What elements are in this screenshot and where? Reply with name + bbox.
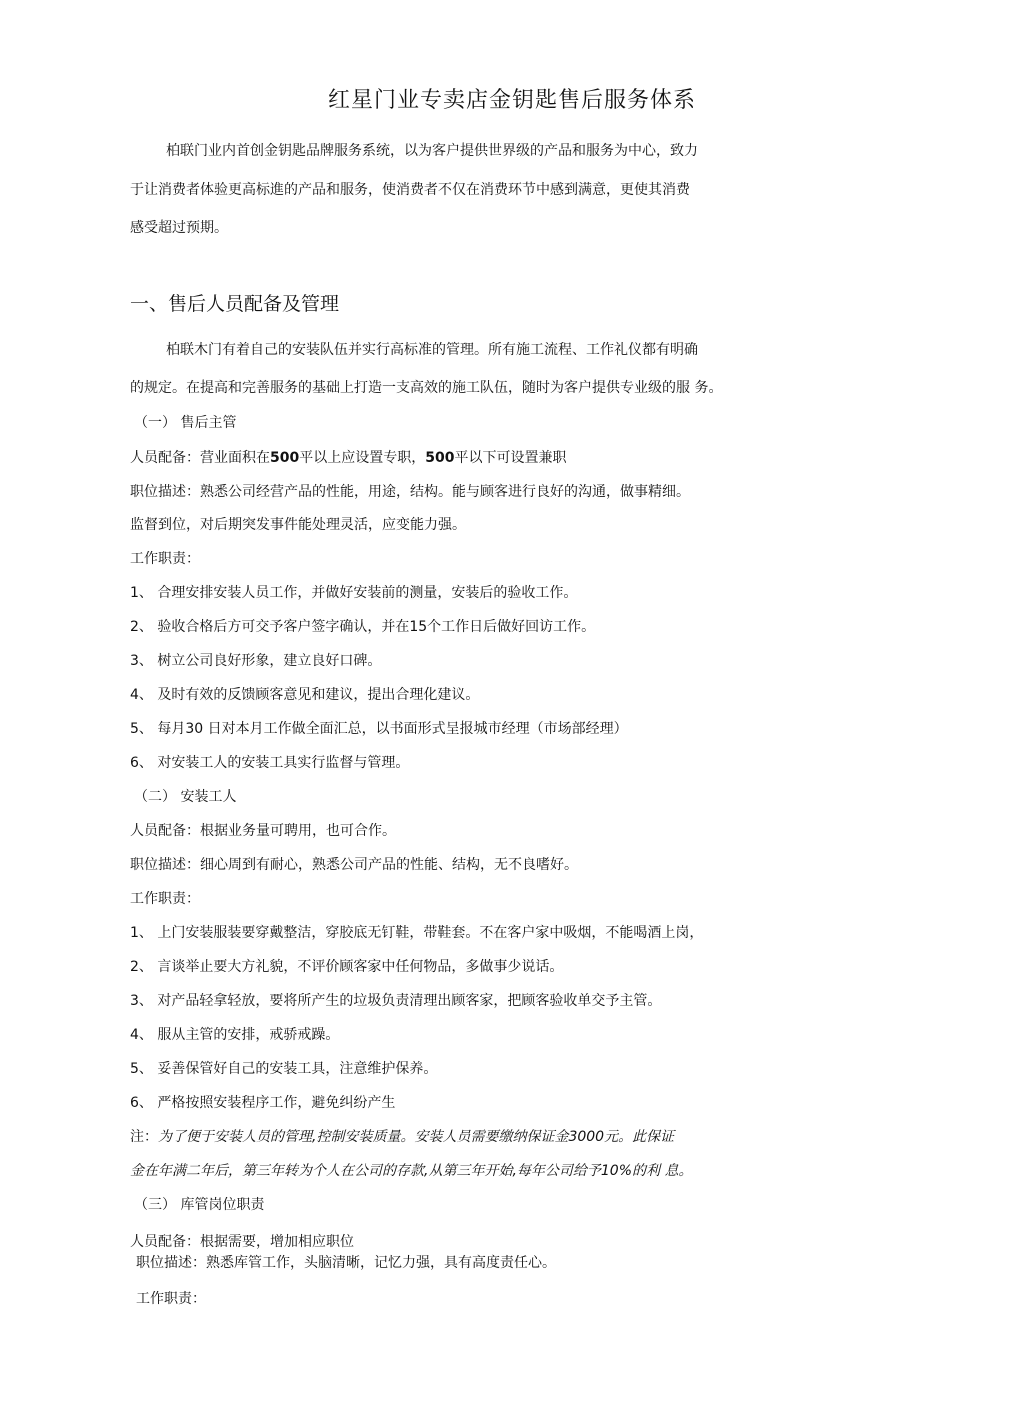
staffing-area-number: 500 xyxy=(270,450,300,466)
installer-duty-3: 3、 对产品轻拿轻放，要将所产生的垃圾负责清理出顾客家，把顾客验收单交予主管。 xyxy=(130,993,662,1009)
subsection-heading-supervisor: （一） 售后主管 xyxy=(134,415,237,431)
installer-note-line-1 xyxy=(130,1128,674,1146)
installer-note-line-2: 金在年满二年后，第三年转为个人在公司的存款,从第三年开始,每年公司给予10%的利 息。 xyxy=(130,1163,693,1179)
staffing-prefix: 人员配备：营业面积在 xyxy=(130,450,270,466)
intro-line-3: 感受超过预期。 xyxy=(130,220,228,236)
staffing-mid: 平以上应设置专职， xyxy=(299,450,426,466)
supervisor-duty-6: 6、 对安装工人的安装工具实行监督与管理。 xyxy=(130,755,410,771)
staffing-suffix: 平以下可设置兼职 xyxy=(454,450,567,466)
installer-duties-label: 工作职责： xyxy=(130,891,200,907)
warehouse-description: 职位描述：熟悉库管工作，头脑清晰，记忆力强，具有高度责任心。 xyxy=(136,1255,556,1271)
intro-line-1: 柏联门业内首创金钥匙品牌服务系统，以为客户提供世界级的产品和服务为中心，致力 xyxy=(166,143,698,159)
section-intro-line-1: 柏联木门有着自己的安装队伍并实行高标准的管理。所有施工流程、工作礼仪都有明确 xyxy=(166,342,698,358)
installer-duty-4: 4、 服从主管的安排，戒骄戒躁。 xyxy=(130,1027,340,1043)
note-text: 为了便于安装人员的管理,控制安装质量。安装人员需要缴纳保证金3000元。此保证 xyxy=(158,1129,675,1145)
section-heading: 一、售后人员配备及管理 xyxy=(130,293,340,315)
supervisor-description-line-1: 职位描述：熟悉公司经营产品的性能，用途，结构。能与顾客进行良好的沟通，做事精细。 xyxy=(130,484,690,500)
supervisor-duty-5: 5、 每月30 日对本月工作做全面汇总，以书面形式呈报城市经理（市场部经理） xyxy=(130,721,628,737)
supervisor-duty-1: 1、 合理安排安装人员工作，并做好安装前的测量，安装后的验收工作。 xyxy=(130,585,578,601)
supervisor-description-line-2: 监督到位，对后期突发事件能处理灵活，应变能力强。 xyxy=(130,517,466,533)
supervisor-staffing xyxy=(130,449,566,467)
installer-duty-5: 5、 妥善保管好自己的安装工具，注意维护保养。 xyxy=(130,1061,438,1077)
supervisor-duty-3: 3、 树立公司良好形象，建立良好口碑。 xyxy=(130,653,382,669)
subsection-heading-installer: （二） 安装工人 xyxy=(134,789,237,805)
installer-duty-6: 6、 严格按照安装程序工作，避免纠纷产生 xyxy=(130,1095,396,1111)
intro-line-2: 于让消费者体验更高标進的产品和服务，使消费者不仅在消费环节中感到满意，更使其消费 xyxy=(130,182,690,198)
installer-description: 职位描述：细心周到有耐心，熟悉公司产品的性能、结构，无不良嗜好。 xyxy=(130,857,578,873)
warehouse-duties-label: 工作职责： xyxy=(136,1291,206,1307)
note-label: 注： xyxy=(130,1129,158,1145)
document-title: 红星门业专卖店金钥匙售后服务体系 xyxy=(327,88,696,113)
staffing-area-number-2: 500 xyxy=(425,450,455,466)
warehouse-staffing: 人员配备：根据需要，增加相应职位 xyxy=(130,1234,354,1250)
supervisor-duty-2: 2、 验收合格后方可交予客户签字确认，并在15个工作日后做好回访工作。 xyxy=(130,619,596,635)
installer-staffing: 人员配备：根据业务量可聘用，也可合作。 xyxy=(130,823,396,839)
installer-duty-2: 2、 言谈举止要大方礼貌，不评价顾客家中任何物品，多做事少说话。 xyxy=(130,959,564,975)
supervisor-duty-4: 4、 及时有效的反馈顾客意见和建议，提出合理化建议。 xyxy=(130,687,480,703)
subsection-heading-warehouse: （三） 库管岗位职责 xyxy=(134,1197,265,1213)
supervisor-duties-label: 工作职责： xyxy=(130,551,200,567)
section-intro-line-2: 的规定。在提高和完善服务的基础上打造一支高效的施工队伍，随时为客户提供专业级的服 务。 xyxy=(130,380,723,396)
installer-duty-1: 1、 上门安装服装要穿戴整洁，穿胶底无钉鞋，带鞋套。不在客户家中吸烟，不能喝酒上岗， xyxy=(130,925,704,941)
